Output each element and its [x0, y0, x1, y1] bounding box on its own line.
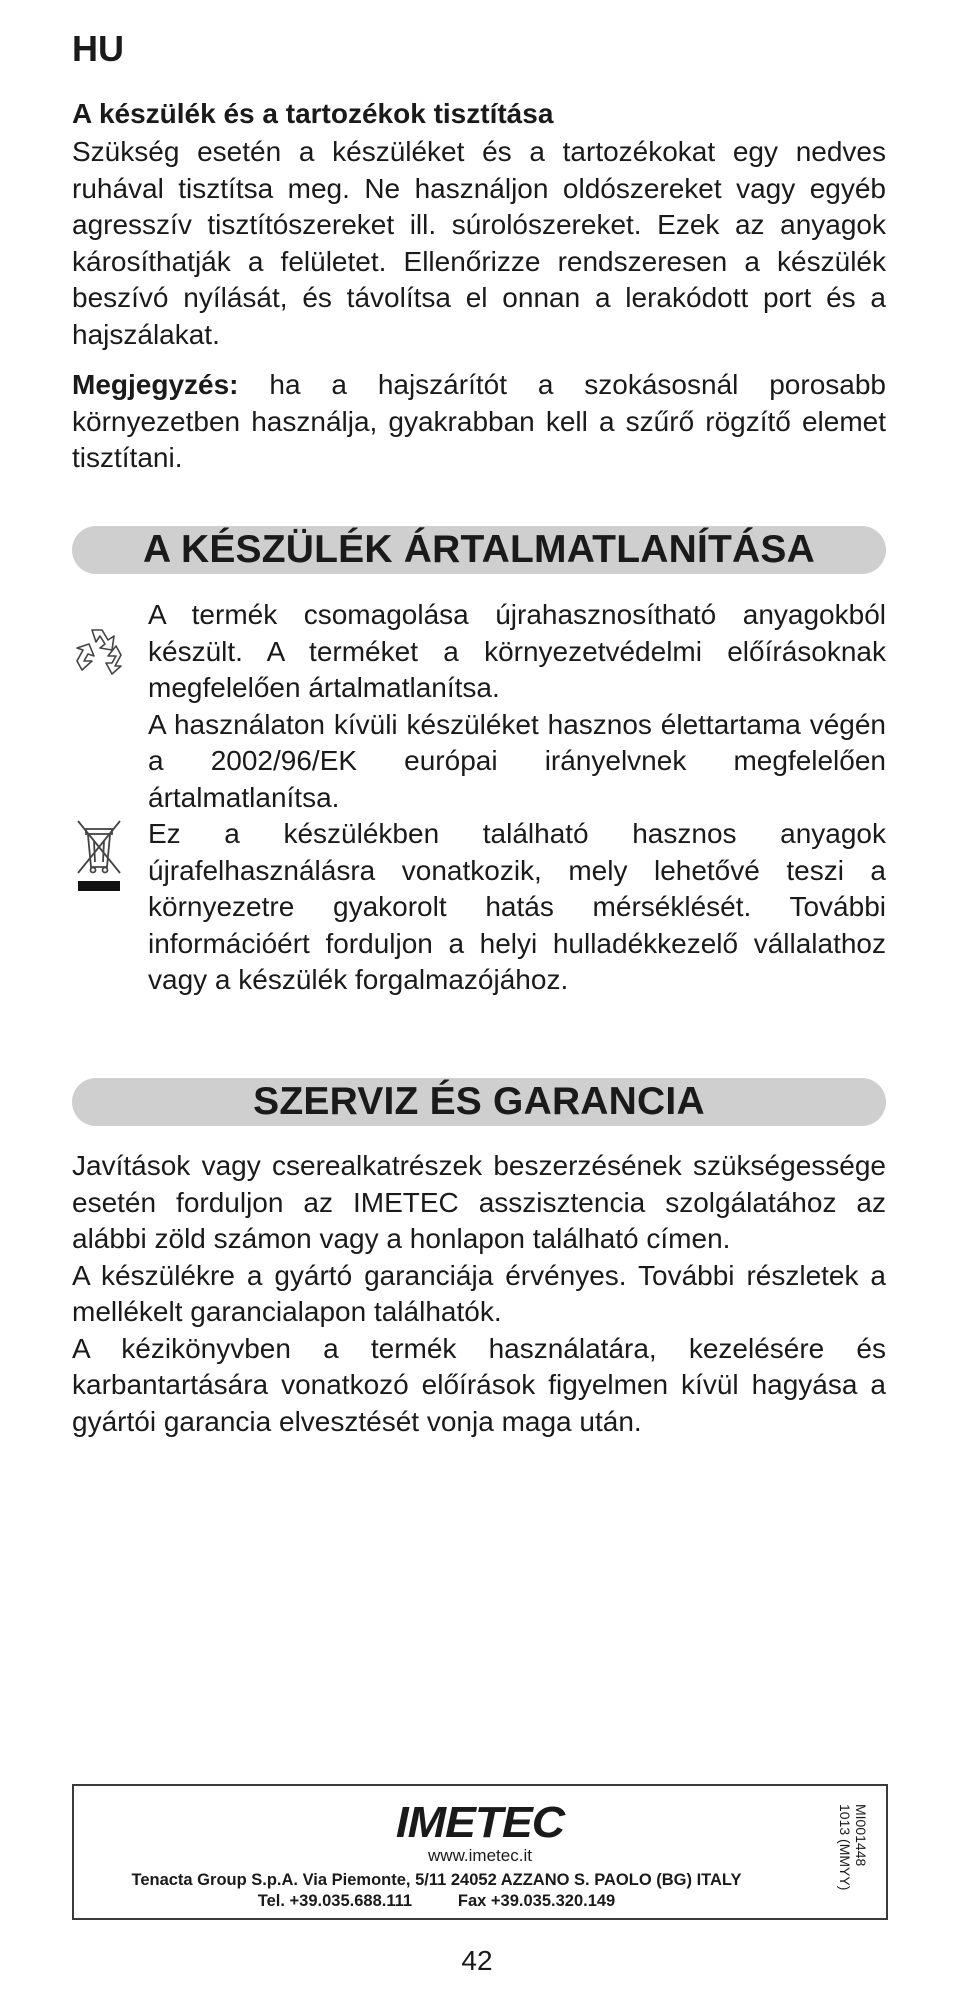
cleaning-section — [72, 134, 886, 477]
disposal-para-2: A használaton kívüli készüléket hasznos élettartama végén a 2002/96/EK európai irányelvnek megfelelően ártalmatlanítsa. — [148, 708, 886, 813]
company-footer — [72, 1784, 888, 1920]
service-para-2: A készülékre a gyártó garanciája érvényes. További részletek a mellékelt garancialapon találhatók. — [72, 1259, 886, 1327]
code-line-2: 1013 (MMYY) — [837, 1804, 853, 1891]
document-code — [837, 1804, 869, 1904]
service-para-1: Javítások vagy cserealkatrészek beszerzésének szükségessége esetén forduljon az IMETEC asszisztencia szolgálatához az alábbi zöld számon vagy a honlapon található címen. — [72, 1150, 886, 1254]
service-section — [72, 1148, 886, 1440]
code-line-1: MI001448 — [853, 1804, 869, 1867]
disposal-para-3: Ez a készülékben található hasznos anyagok újrafelhasználásra vonatkozik, mely lehetővé teszi a környezetre gyakorolt hatás mérséklését. További információért forduljon a helyi hulladékkezelő vállalathoz vagy a készülék forgalmazójához. — [148, 818, 886, 995]
recycle-icon — [70, 620, 130, 680]
cleaning-body: Szükség esetén a készüléket és a tartozékokat egy nedves ruhával tisztítsa meg. Ne használjon oldószereket vagy egyéb agresszív tisztítószereket ill. súrolószereket. Ezek az anyagok károsíthatják a felületet. Ellenőrizze rendszeresen a készülék beszívó nyílását, és távolítsa el onnan a lerakódott port és a hajszálakat. — [72, 136, 886, 350]
language-code: HU — [72, 28, 124, 69]
page-number: 42 — [461, 1945, 493, 1976]
phone-text: Tel. +39.035.688.111 — [257, 1892, 413, 1910]
weee-bin-icon — [74, 817, 124, 893]
cleaning-note — [72, 367, 886, 477]
disposal-section — [148, 597, 886, 999]
service-heading: SZERVIZ ÉS GARANCIA — [72, 1078, 886, 1126]
cleaning-heading: A készülék és a tartozékok tisztítása — [72, 98, 554, 129]
imetec-logo: IMETEC — [395, 1798, 565, 1847]
service-para-3: A kézikönyvben a termék használatára, kezelésére és karbantartására vonatkozó előírások figyelmen kívül hagyása a gyártói garancia elvesztését vonja maga után. — [72, 1332, 886, 1437]
address-line: Tenacta Group S.p.A. Via Piemonte, 5/11 24052 AZZANO S. PAOLO (BG) ITALY — [131, 1871, 742, 1889]
note-text: ha a hajszárítót a szokásosnál porosabb környezetben használja, gyakrabban kell a szűrő rögzítő elemet tisztítani. — [72, 369, 886, 473]
note-label: Megjegyzés: — [72, 369, 239, 400]
fax-text: Fax +39.035.320.149 — [457, 1892, 616, 1910]
disposal-heading: A KÉSZÜLÉK ÁRTALMATLANÍTÁSA — [72, 526, 886, 574]
phone-fax-line — [74, 1891, 799, 1912]
disposal-para-1: A termék csomagolása újrahasznosítható anyagokból készült. A terméket a környezetvédelmi előírásoknak megfelelően ártalmatlanítsa. — [148, 599, 886, 703]
company-address — [74, 1870, 799, 1912]
website-text: www.imetec.it — [428, 1846, 532, 1865]
